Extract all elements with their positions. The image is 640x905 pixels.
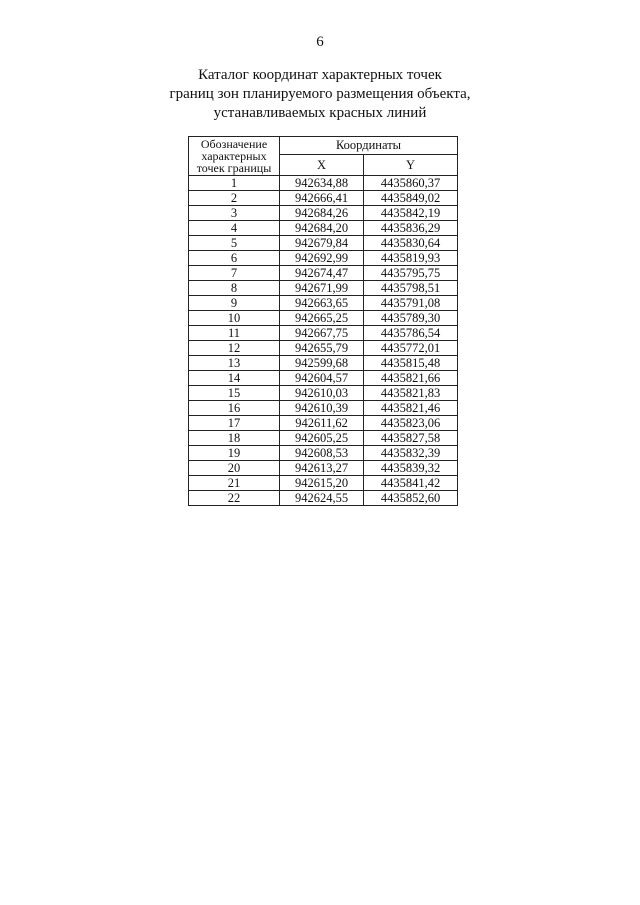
x-coordinate-cell: 942667,75 — [280, 326, 364, 341]
table-row — [189, 311, 458, 326]
x-coordinate-cell: 942684,26 — [280, 206, 364, 221]
x-coordinate-cell: 942665,25 — [280, 311, 364, 326]
table-row — [189, 356, 458, 371]
y-coordinate-cell: 4435842,19 — [364, 206, 458, 221]
coordinates-table — [188, 136, 458, 506]
title-line-1: Каталог координат характерных точек — [198, 67, 442, 83]
x-coordinate-cell: 942611,62 — [280, 416, 364, 431]
y-coordinate-cell: 4435821,66 — [364, 371, 458, 386]
table-body — [189, 176, 458, 506]
table-row — [189, 281, 458, 296]
point-number-cell: 21 — [189, 476, 280, 491]
x-coordinate-cell: 942604,57 — [280, 371, 364, 386]
y-coordinate-cell: 4435786,54 — [364, 326, 458, 341]
point-number-cell: 20 — [189, 461, 280, 476]
table-row — [189, 221, 458, 236]
point-number-cell: 15 — [189, 386, 280, 401]
header-x: X — [280, 154, 364, 175]
y-coordinate-cell: 4435860,37 — [364, 176, 458, 191]
point-number-cell: 10 — [189, 311, 280, 326]
document-title — [150, 66, 490, 123]
point-number-cell: 19 — [189, 446, 280, 461]
point-number-cell: 3 — [189, 206, 280, 221]
point-number-cell: 6 — [189, 251, 280, 266]
table-row — [189, 476, 458, 491]
table-row — [189, 206, 458, 221]
y-coordinate-cell: 4435823,06 — [364, 416, 458, 431]
table-row — [189, 431, 458, 446]
table-row — [189, 446, 458, 461]
table-row — [189, 371, 458, 386]
point-number-cell: 9 — [189, 296, 280, 311]
table-row — [189, 401, 458, 416]
x-coordinate-cell: 942634,88 — [280, 176, 364, 191]
y-coordinate-cell: 4435821,83 — [364, 386, 458, 401]
y-coordinate-cell: 4435839,32 — [364, 461, 458, 476]
table-row — [189, 176, 458, 191]
point-number-cell: 4 — [189, 221, 280, 236]
x-coordinate-cell: 942666,41 — [280, 191, 364, 206]
point-number-cell: 5 — [189, 236, 280, 251]
table-row — [189, 491, 458, 506]
x-coordinate-cell: 942605,25 — [280, 431, 364, 446]
table-row — [189, 251, 458, 266]
y-coordinate-cell: 4435852,60 — [364, 491, 458, 506]
x-coordinate-cell: 942674,47 — [280, 266, 364, 281]
point-number-cell: 22 — [189, 491, 280, 506]
table-row — [189, 386, 458, 401]
point-number-cell: 12 — [189, 341, 280, 356]
point-number-cell: 14 — [189, 371, 280, 386]
x-coordinate-cell: 942692,99 — [280, 251, 364, 266]
point-number-cell: 2 — [189, 191, 280, 206]
y-coordinate-cell: 4435798,51 — [364, 281, 458, 296]
table-row — [189, 236, 458, 251]
header-coordinates: Координаты — [280, 137, 458, 155]
table-row — [189, 341, 458, 356]
point-number-cell: 16 — [189, 401, 280, 416]
y-coordinate-cell: 4435836,29 — [364, 221, 458, 236]
x-coordinate-cell: 942679,84 — [280, 236, 364, 251]
y-coordinate-cell: 4435819,93 — [364, 251, 458, 266]
y-coordinate-cell: 4435832,39 — [364, 446, 458, 461]
y-coordinate-cell: 4435772,01 — [364, 341, 458, 356]
point-number-cell: 11 — [189, 326, 280, 341]
x-coordinate-cell: 942684,20 — [280, 221, 364, 236]
header-point-label: Обозначение характерных точек границы — [189, 137, 280, 176]
x-coordinate-cell: 942608,53 — [280, 446, 364, 461]
point-number-cell: 18 — [189, 431, 280, 446]
table-row — [189, 296, 458, 311]
table-row — [189, 461, 458, 476]
point-number-cell: 1 — [189, 176, 280, 191]
x-coordinate-cell: 942655,79 — [280, 341, 364, 356]
y-coordinate-cell: 4435821,46 — [364, 401, 458, 416]
x-coordinate-cell: 942610,39 — [280, 401, 364, 416]
x-coordinate-cell: 942610,03 — [280, 386, 364, 401]
table-row — [189, 416, 458, 431]
y-coordinate-cell: 4435849,02 — [364, 191, 458, 206]
y-coordinate-cell: 4435827,58 — [364, 431, 458, 446]
point-number-cell: 7 — [189, 266, 280, 281]
x-coordinate-cell: 942624,55 — [280, 491, 364, 506]
y-coordinate-cell: 4435830,64 — [364, 236, 458, 251]
page-number: 6 — [316, 34, 324, 50]
header-y: Y — [364, 154, 458, 175]
point-number-cell: 8 — [189, 281, 280, 296]
point-number-cell: 13 — [189, 356, 280, 371]
y-coordinate-cell: 4435841,42 — [364, 476, 458, 491]
y-coordinate-cell: 4435791,08 — [364, 296, 458, 311]
table-row — [189, 266, 458, 281]
y-coordinate-cell: 4435789,30 — [364, 311, 458, 326]
table-header-row — [189, 137, 458, 155]
table-row — [189, 191, 458, 206]
x-coordinate-cell: 942615,20 — [280, 476, 364, 491]
table-row — [189, 326, 458, 341]
x-coordinate-cell: 942599,68 — [280, 356, 364, 371]
point-number-cell: 17 — [189, 416, 280, 431]
y-coordinate-cell: 4435815,48 — [364, 356, 458, 371]
x-coordinate-cell: 942663,65 — [280, 296, 364, 311]
y-coordinate-cell: 4435795,75 — [364, 266, 458, 281]
title-line-2: границ зон планируемого размещения объекта, — [169, 86, 471, 102]
x-coordinate-cell: 942613,27 — [280, 461, 364, 476]
title-line-3: устанавливаемых красных линий — [213, 105, 427, 121]
x-coordinate-cell: 942671,99 — [280, 281, 364, 296]
